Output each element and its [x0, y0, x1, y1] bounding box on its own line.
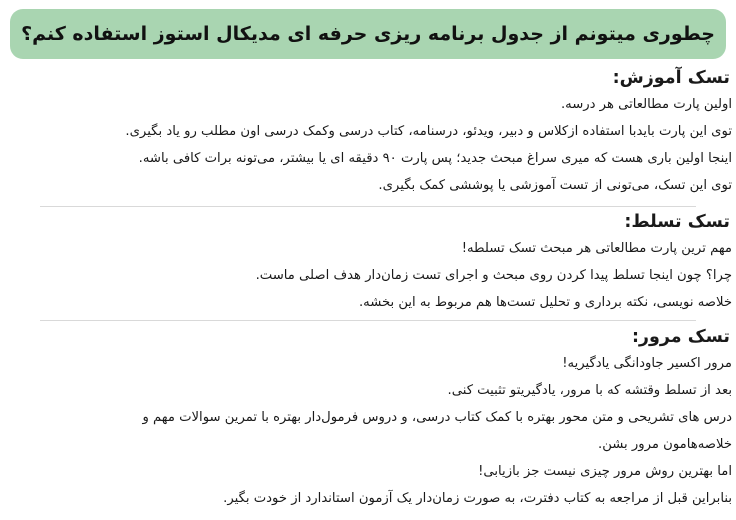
body-line: توی این تسک، می‌تونی از تست آموزشی یا پوششی کمک بگیری.	[378, 178, 732, 193]
section-heading: تسک تسلط:	[624, 212, 730, 232]
body-line: توی این پارت بایدبا استفاده ازکلاس و دبیر، ویدئو، درسنامه، کتاب درسی وکمک درسی اون مطلب رو یاد بگیری.	[125, 124, 732, 139]
section-heading: تسک آموزش:	[612, 68, 730, 88]
body-line: اینجا اولین باری هست که میری سراغ مبحث جدید؛ پس پارت ۹۰ دقیقه ای یا بیشتر، می‌تونه برات کافی باشه.	[138, 151, 732, 166]
body-line: مهم ترین پارت مطالعاتی هر مبحث تسک تسلطه!	[461, 241, 732, 256]
body-line: اولین پارت مطالعاتی هر درسه.	[560, 97, 732, 112]
body-line: درس های تشریحی و متن محور بهتره با کمک کتاب درسی، و دروس فرمول‌دار بهتره با تمرین سوالات مهم و	[142, 410, 732, 425]
body-line: بنابراین قبل از مراجعه به کتاب دفترت، به صورت زمان‌دار یک آزمون استاندارد از خودت بگیر.	[223, 491, 732, 506]
title-banner	[10, 9, 726, 59]
body-line: خلاصه نویسی، نکته برداری و تحلیل تست‌ها هم مربوط به این بخشه.	[358, 295, 732, 310]
section-review	[0, 325, 732, 512]
section-mastery	[0, 210, 732, 316]
body-line: بعد از تسلط وقتشه که با مرور، یادگیریتو تثبیت کنی.	[447, 383, 732, 398]
body-line: خلاصه‌هامون مرور بشن.	[598, 437, 732, 452]
body-line: مرور اکسیر جاودانگی یادگیریه!	[562, 356, 732, 371]
section-heading: تسک مرور:	[631, 327, 730, 347]
page-title: چطوری میتونم از جدول برنامه ریزی حرفه ای مدیکال استوز استفاده کنم؟	[21, 23, 715, 45]
section-divider	[40, 320, 696, 321]
body-line: اما بهترین روش مرور چیزی نیست جز بازیابی!	[478, 464, 732, 479]
body-line: چرا؟ چون اینجا تسلط پیدا کردن روی مبحث و اجرای تست زمان‌دار هدف اصلی ماست.	[255, 268, 732, 283]
section-divider	[40, 206, 696, 207]
section-training	[0, 66, 732, 199]
